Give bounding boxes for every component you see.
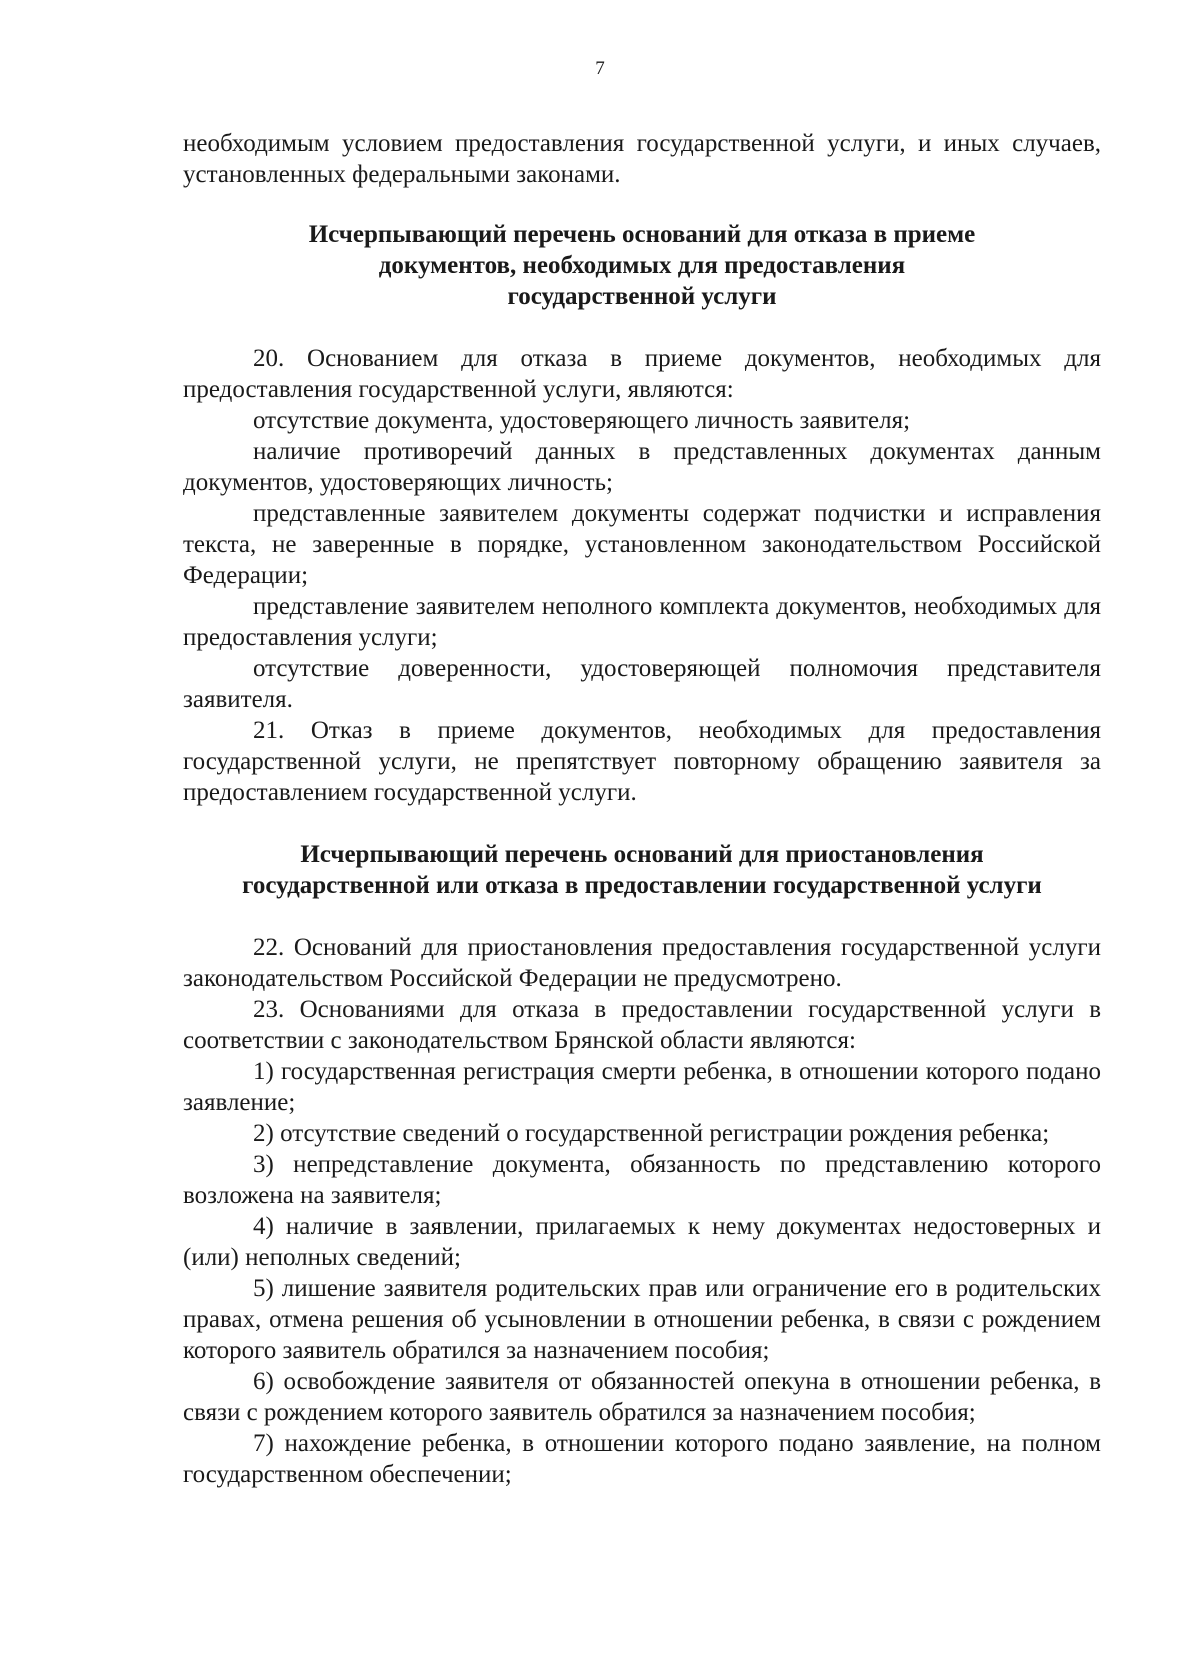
- paragraph-22: 22. Оснований для приостановления предоставления государственной услуги законодательством Российской Федерации не предусмотрено.: [183, 934, 1101, 992]
- list-item: 2) отсутствие сведений о государственной регистрации рождения ребенка;: [253, 1120, 1050, 1147]
- list-item: отсутствие документа, удостоверяющего личность заявителя;: [253, 407, 911, 434]
- list-item: 3) непредставление документа, обязанность по представлению которого возложена на заявителя;: [183, 1151, 1101, 1209]
- section-heading-refusal-acceptance: [183, 219, 1101, 312]
- heading-line: Исчерпывающий перечень оснований для отказа в приеме: [308, 221, 976, 248]
- list-item: 1) государственная регистрация смерти ребенка, в отношении которого подано заявление;: [183, 1058, 1101, 1116]
- document-body: [183, 128, 1101, 1490]
- list-item: 6) освобождение заявителя от обязанностей опекуна в отношении ребенка, в связи с рождением которого заявитель обратился за назначением пособия;: [183, 1368, 1101, 1426]
- page-number: 7: [595, 58, 605, 79]
- heading-line: документов, необходимых для предоставления: [378, 252, 906, 279]
- heading-line: государственной или отказа в предоставлении государственной услуги: [242, 872, 1042, 899]
- intro-paragraph: необходимым условием предоставления государственной услуги, и иных случаев, установленных федеральными законами.: [183, 130, 1101, 188]
- list-item: наличие противоречий данных в представленных документах данным документов, удостоверяющих личность;: [183, 438, 1101, 496]
- list-item: 7) нахождение ребенка, в отношении которого подано заявление, на полном государственном обеспечении;: [183, 1430, 1101, 1488]
- paragraph-23: 23. Основаниями для отказа в предоставлении государственной услуги в соответствии с законодательством Брянской области являются:: [183, 996, 1101, 1054]
- heading-line: Исчерпывающий перечень оснований для приостановления: [300, 841, 984, 868]
- list-item: представленные заявителем документы содержат подчистки и исправления текста, не заверенные в порядке, установленном законодательством Российской Федерации;: [183, 500, 1101, 589]
- heading-line: государственной услуги: [507, 283, 777, 310]
- list-item: 5) лишение заявителя родительских прав или ограничение его в родительских правах, отмена решения об усыновлении в отношении ребенка, в связи с рождением которого заявитель обратился за назначением пособия;: [183, 1275, 1101, 1364]
- list-item: 4) наличие в заявлении, прилагаемых к нему документах недостоверных и (или) неполных сведений;: [183, 1213, 1101, 1271]
- list-item: представление заявителем неполного комплекта документов, необходимых для предоставления услуги;: [183, 593, 1101, 651]
- paragraph-20: 20. Основанием для отказа в приеме документов, необходимых для предоставления государственной услуги, являются:: [183, 345, 1101, 403]
- paragraph-21: 21. Отказ в приеме документов, необходимых для предоставления государственной услуги, не препятствует повторному обращению заявителя за предоставлением государственной услуги.: [183, 717, 1101, 806]
- section-heading-suspension-refusal: [183, 839, 1101, 901]
- list-item: отсутствие доверенности, удостоверяющей полномочия представителя заявителя.: [183, 655, 1101, 713]
